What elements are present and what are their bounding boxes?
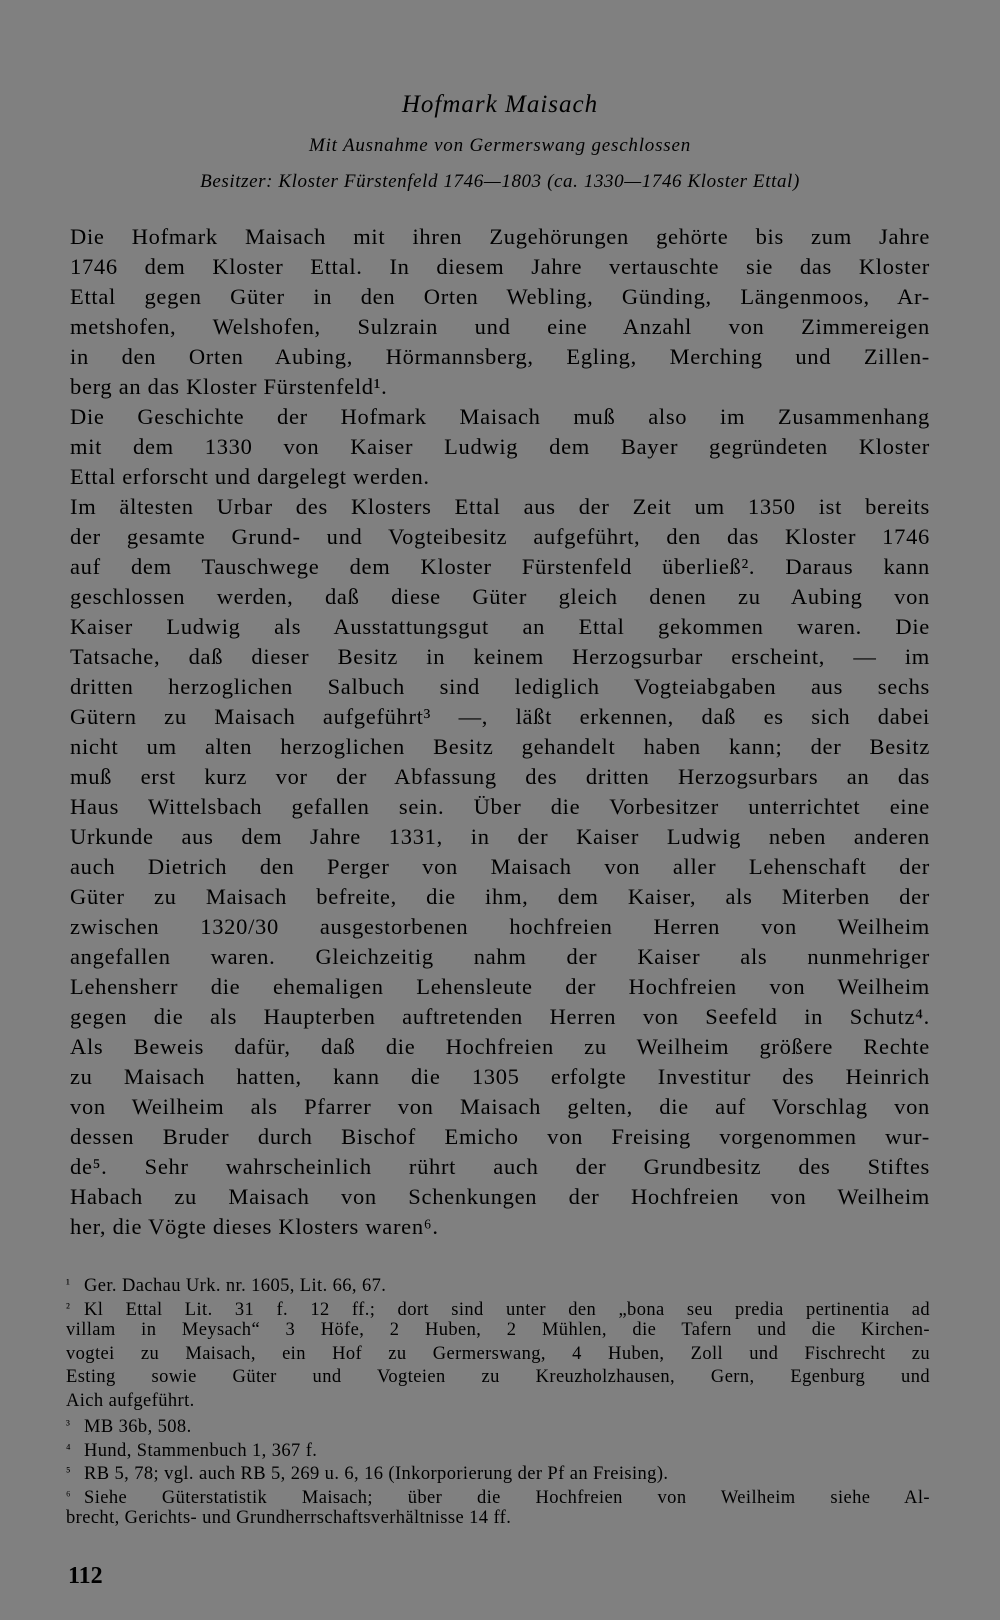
body-line: Urkunde aus dem Jahre 1331, in der Kaiser Ludwig neben anderen — [70, 824, 930, 849]
body-line: Als Beweis dafür, daß die Hochfreien zu Weilheim größere Rechte — [70, 1034, 930, 1059]
footnote-2-line: Esting sowie Güter und Vogteien zu Kreuzholzhausen, Gern, Egenburg und — [66, 1367, 930, 1387]
footnote-2-line: villam in Meysach“ 3 Höfe, 2 Huben, 2 Mühlen, die Tafern und die Kirchen- — [66, 1320, 930, 1340]
body-line: Lehensherr die ehemaligen Lehensleute der Hochfreien von Weilheim — [70, 974, 930, 999]
body-line: Die Geschichte der Hofmark Maisach muß also im Zusammenhang — [70, 404, 930, 429]
footnote-1: ¹ Ger. Dachau Urk. nr. 1605, Lit. 66, 67. — [66, 1272, 930, 1296]
body-line: von Weilheim als Pfarrer von Maisach gelten, die auf Vorschlag von — [70, 1094, 930, 1119]
footnotes — [66, 1272, 930, 1531]
body-text — [70, 222, 930, 1242]
page-subtitle: Mit Ausnahme von Germerswang geschlossen — [308, 135, 692, 156]
body-line: de⁵. Sehr wahrscheinlich rührt auch der Grundbesitz des Stiftes — [70, 1154, 930, 1179]
footnote-marker: ¹ — [66, 1276, 71, 1291]
body-line: gegen die als Haupterben auftretenden Herren von Seefeld in Schutz⁴. — [70, 1004, 930, 1029]
body-line: Ettal erforscht und dargelegt werden. — [70, 464, 430, 489]
page-title: Hofmark Maisach — [401, 91, 599, 118]
footnote-marker: ⁴ — [66, 1440, 71, 1456]
body-line: der gesamte Grund- und Vogteibesitz aufgeführt, den das Kloster 1746 — [70, 524, 930, 549]
body-line: dessen Bruder durch Bischof Emicho von Freising vorgenommen wur- — [70, 1124, 930, 1149]
body-line: 1746 dem Kloster Ettal. In diesem Jahre vertauschte sie das Kloster — [70, 254, 930, 279]
body-line: Die Hofmark Maisach mit ihren Zugehörungen gehörte bis zum Jahre — [70, 224, 930, 249]
owners-line: Besitzer: Kloster Fürstenfeld 1746—1803 (ca. 1330—1746 Kloster Ettal) — [200, 171, 800, 192]
body-line: her, die Vögte dieses Klosters waren⁶. — [70, 1214, 439, 1239]
body-line: Tatsache, daß dieser Besitz in keinem Herzogsurbar erscheint, — im — [70, 644, 930, 669]
body-line: Güter zu Maisach befreite, die ihm, dem Kaiser, als Miterben der — [70, 884, 930, 909]
body-line: muß erst kurz vor der Abfassung des dritten Herzogsurbars an das — [70, 764, 930, 789]
footnote-2-line: Aich aufgeführt. — [66, 1390, 195, 1411]
footnote-2: ² Kl Ettal Lit. 31 f. 12 ff.; dort sind unter den „bona seu predia pertinentia ad — [66, 1296, 930, 1320]
body-line: Im ältesten Urbar des Klosters Ettal aus der Zeit um 1350 ist bereits — [70, 494, 930, 519]
body-line: berg an das Kloster Fürstenfeld¹. — [70, 374, 388, 399]
body-line: angefallen waren. Gleichzeitig nahm der Kaiser als nunmehriger — [70, 944, 930, 969]
body-line: zu Maisach hatten, kann die 1305 erfolgte Investitur des Heinrich — [70, 1064, 930, 1089]
body-line: mit dem 1330 von Kaiser Ludwig dem Bayer gegründeten Kloster — [70, 434, 930, 459]
body-line: Ettal gegen Güter in den Orten Webling, Günding, Längenmoos, Ar- — [70, 284, 930, 309]
body-line: metshofen, Welshofen, Sulzrain und eine Anzahl von Zimmereigen — [70, 314, 930, 339]
footnote-6-line: brecht, Gerichts- und Grundherrschaftsverhältnisse 14 ff. — [66, 1508, 512, 1528]
footnote-marker: ³ — [66, 1417, 71, 1432]
body-line: Haus Wittelsbach gefallen sein. Über die Vorbesitzer unterrichtet eine — [70, 794, 930, 819]
body-line: Kaiser Ludwig als Ausstattungsgut an Ettal gekommen waren. Die — [70, 614, 930, 639]
body-line: in den Orten Aubing, Hörmannsberg, Egling, Merching und Zillen- — [70, 344, 930, 369]
body-line: Gütern zu Maisach aufgeführt³ —, läßt erkennen, daß es sich dabei — [70, 704, 930, 729]
footnote-marker: ⁶ — [66, 1487, 71, 1503]
body-line: Habach zu Maisach von Schenkungen der Hochfreien von Weilheim — [70, 1184, 930, 1209]
body-line: zwischen 1320/30 ausgestorbenen hochfreien Herren von Weilheim — [70, 914, 930, 939]
footnote-6: ⁶ Siehe Güterstatistik Maisach; über die Hochfreien von Weilheim siehe Al- — [66, 1484, 930, 1508]
footnote-marker: ² — [66, 1299, 71, 1315]
footnote-5: ⁵ RB 5, 78; vgl. auch RB 5, 269 u. 6, 16 (Inkorporierung der Pf an Freising). — [66, 1460, 930, 1484]
footnote-2-line: vogtei zu Maisach, ein Hof zu Germerswang, 4 Huben, Zoll und Fischrecht zu — [66, 1343, 930, 1364]
body-line: auch Dietrich den Perger von Maisach von aller Lehenschaft der — [70, 854, 930, 879]
footnote-3: ³ MB 36b, 508. — [66, 1413, 930, 1437]
footnote-marker: ⁵ — [66, 1464, 71, 1479]
footnote-4: ⁴ Hund, Stammenbuch 1, 367 f. — [66, 1437, 930, 1461]
body-line: nicht um alten herzoglichen Besitz gehandelt haben kann; der Besitz — [70, 734, 930, 759]
page-number: 112 — [68, 1563, 103, 1589]
body-line: geschlossen werden, daß diese Güter gleich denen zu Aubing von — [70, 584, 930, 609]
body-line: auf dem Tauschwege dem Kloster Fürstenfeld überließ². Daraus kann — [70, 554, 930, 579]
body-line: dritten herzoglichen Salbuch sind lediglich Vogteiabgaben aus sechs — [70, 674, 930, 699]
